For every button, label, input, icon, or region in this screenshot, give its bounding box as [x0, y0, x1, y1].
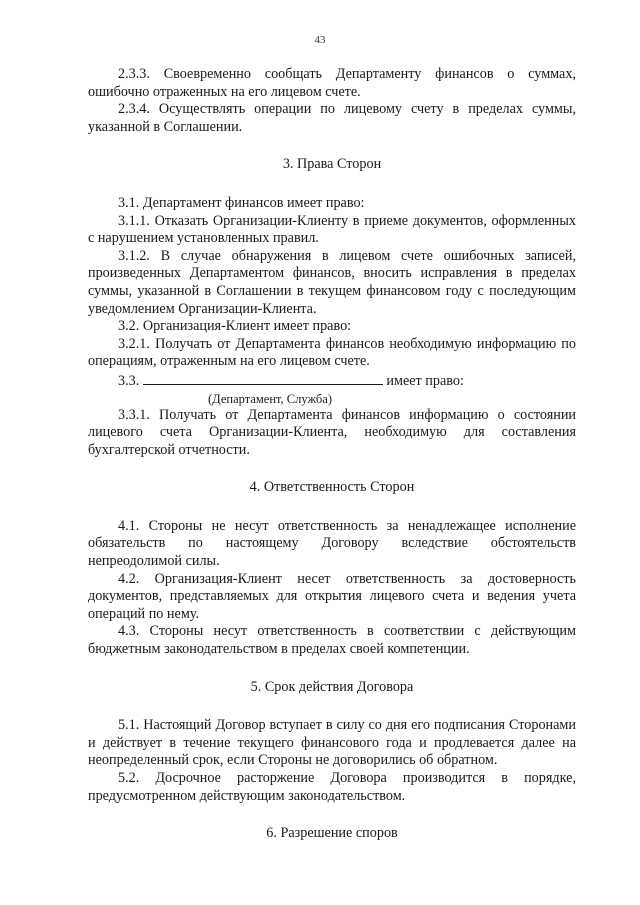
clause-3-1-1: 3.1.1. Отказать Организации-Клиенту в приеме документов, оформленных с нарушением установленных правил.	[88, 212, 576, 247]
fill-in-blank-short	[143, 371, 207, 385]
clause-4-1: 4.1. Стороны не несут ответственность за ненадлежащее исполнение обязательств по настоящему Договору вследствие обстоятельств непреодолимой силы.	[88, 517, 576, 570]
clause-2-3-4: 2.3.4. Осуществлять операции по лицевому счету в пределах суммы, указанной в Соглашении.	[88, 101, 576, 135]
section-heading-6: 6. Разрешение споров	[266, 825, 398, 842]
section-heading-5: 5. Срок действия Договора	[250, 678, 414, 695]
section-heading-4: 4. Ответственность Сторон	[249, 479, 415, 496]
section-heading-3: 3. Права Сторон	[282, 156, 382, 173]
clause-3-1: 3.1. Департамент финансов имеет право:	[118, 194, 365, 211]
blank-caption: (Департамент, Служба)	[208, 391, 332, 406]
clause-3-2: 3.2. Организация-Клиент имеет право:	[118, 318, 352, 335]
clause-3-3-number: 3.3.	[118, 372, 140, 389]
clause-3-3	[88, 371, 576, 391]
clause-4-2: 4.2. Организация-Клиент несет ответственность за достоверность документов, представляемых для открытия лицевого счета и ведения учета операций по нему.	[88, 570, 576, 622]
clause-3-2-1: 3.2.1. Получать от Департамента финансов необходимую информацию по операциям, отраженным на его лицевом счете.	[88, 335, 576, 370]
page-number: 43	[314, 34, 326, 46]
clause-2-3-3: 2.3.3. Своевременно сообщать Департаменту финансов о суммах, ошибочно отраженных на его лицевом счете.	[88, 66, 576, 100]
clause-5-2: 5.2. Досрочное расторжение Договора производится в порядке, предусмотренном действующим законодательством.	[88, 770, 576, 804]
clause-5-1: 5.1. Настоящий Договор вступает в силу со дня его подписания Сторонами и действует в течение текущего финансового года и продлевается далее на неопределенный срок, если Стороны не договорились об обратном.	[88, 717, 576, 769]
clause-4-3: 4.3. Стороны несут ответственность в соответствии с действующим бюджетным законодательством в пределах своей компетенции.	[88, 623, 576, 658]
clause-3-3-tail: имеет право:	[386, 372, 464, 389]
fill-in-blank-long	[207, 371, 383, 385]
clause-3-1-2: 3.1.2. В случае обнаружения в лицевом счете ошибочных записей, произведенных Департаментом финансов, вносить исправления в пределах суммы, указанной в Соглашении в текущем финансовом году с последующим уведомлением Организации-Клиента.	[88, 247, 576, 317]
clause-3-3-1: 3.3.1. Получать от Департамента финансов информацию о состоянии лицевого счета Организации-Клиента, необходимую для составления бухгалтерской отчетности.	[88, 406, 576, 458]
document-body	[88, 66, 576, 864]
